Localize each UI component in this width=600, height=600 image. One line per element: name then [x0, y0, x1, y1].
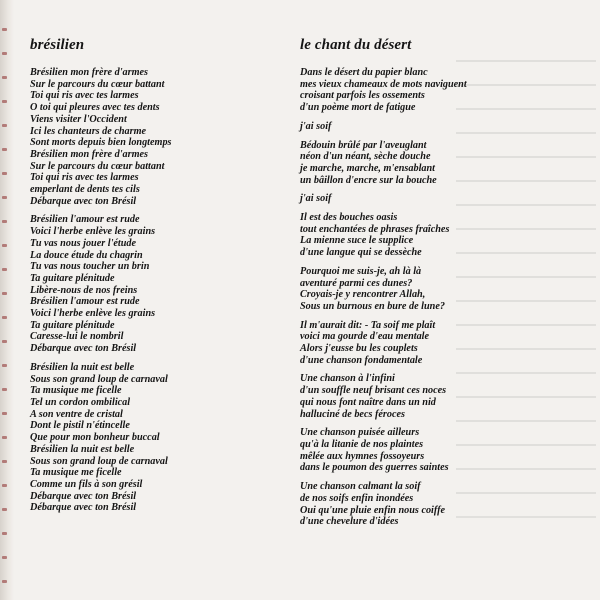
binding-hole — [2, 364, 7, 367]
binding-hole — [2, 220, 7, 223]
binding-hole — [2, 580, 7, 583]
poem-line: Ta musique me ficelle — [30, 385, 122, 397]
stanza — [300, 212, 590, 259]
binding-hole — [2, 388, 7, 391]
binding-hole — [2, 124, 7, 127]
stanza — [300, 373, 590, 420]
poem-line: Il est des bouches oasis — [300, 212, 398, 224]
binding-hole — [2, 52, 7, 55]
binding-hole — [2, 100, 7, 103]
binding-hole — [2, 292, 7, 295]
poem-line: Alors j'eusse bu les couplets — [300, 343, 418, 355]
poem-line: La mienne suce le supplice — [300, 235, 414, 247]
poem-line: de nos soifs enfin inondées — [300, 492, 414, 504]
binding-hole — [2, 268, 7, 271]
poem-line: A son ventre de cristal — [30, 408, 123, 420]
poem-line: emperlant de dents tes cils — [30, 184, 140, 196]
poem-line: Débarque avec ton Brésil — [30, 195, 137, 207]
poem-line: Caresse-lui le nombril — [30, 331, 124, 343]
poem-line: Toi qui ris avec tes larmes — [30, 172, 139, 184]
poem-line: Comme un fils à son grésil — [30, 478, 143, 490]
poem-line: Tu vas nous jouer l'étude — [30, 237, 137, 249]
poem-line: qu'à la litanie de nos plaintes — [300, 438, 424, 450]
binding-hole — [2, 244, 7, 247]
stanza — [300, 320, 590, 367]
poem-line: d'un souffle neuf brisant ces noces — [300, 385, 447, 397]
binding-hole — [2, 28, 7, 31]
stanza — [300, 427, 590, 474]
poem-line: Sur le parcours du cœur battant — [30, 160, 165, 172]
poem-line: aventuré parmi ces dunes? — [300, 277, 413, 289]
binding-edge — [0, 0, 14, 600]
poem-line: Ta guitare plénitude — [30, 319, 115, 331]
binding-hole — [2, 340, 7, 343]
poem-line: Croyais-je y rencontrer Allah, — [300, 289, 426, 301]
poem-line: Tu vas nous toucher un brin — [30, 261, 150, 273]
binding-hole — [2, 532, 7, 535]
poem-line: croisant parfois les ossements — [300, 90, 425, 102]
poem-line: voici ma gourde d'eau mentale — [300, 331, 430, 343]
binding-hole — [2, 196, 7, 199]
binding-hole — [2, 556, 7, 559]
poem-line: Ta guitare plénitude — [30, 272, 115, 284]
poem-line: Bédouin brûlé par l'aveuglant — [300, 139, 427, 151]
poem-line: Brésilien l'amour est rude — [30, 296, 140, 308]
poem-line: néon d'un néant, sèche douche — [300, 151, 431, 163]
poem-line: Sous son grand loup de carnaval — [30, 373, 168, 385]
poem-line: Dont le pistil n'étincelle — [30, 420, 130, 432]
poem-line: Brésilien l'amour est rude — [30, 214, 140, 226]
binding-holes — [2, 0, 10, 600]
poem-body — [30, 67, 280, 514]
poem-line: Une chanson puisée ailleurs — [300, 427, 420, 439]
poem-line: Voici l'herbe enlève les grains — [30, 226, 156, 238]
poem-line: Sont morts depuis bien longtemps — [30, 137, 172, 149]
stanza — [300, 140, 590, 187]
poem-line: mêlée aux hymnes fossoyeurs — [300, 450, 425, 462]
poem-line: Débarque avec ton Brésil — [30, 343, 137, 355]
stanza — [300, 121, 590, 133]
poem-line: O toi qui pleures avec tes dents — [30, 102, 160, 114]
poem-line: Pourquoi me suis-je, ah là là — [300, 265, 422, 277]
binding-hole — [2, 436, 7, 439]
poem-line: Sur le parcours du cœur battant — [30, 78, 165, 90]
binding-hole — [2, 172, 7, 175]
poem-line: Une chanson calmant la soif — [300, 481, 421, 493]
stanza — [30, 214, 280, 354]
poem-bresilien — [30, 36, 280, 521]
poem-line: d'une langue qui se dessèche — [300, 247, 422, 259]
binding-hole — [2, 316, 7, 319]
poem-line: Il m'aurait dit: - Ta soif me plaît — [300, 319, 436, 331]
poem-line: La douce étude du chagrin — [30, 249, 143, 261]
stanza — [300, 266, 590, 313]
poem-line: Viens visiter l'Occident — [30, 113, 127, 125]
binding-hole — [2, 148, 7, 151]
poem-line: Ta musique me ficelle — [30, 467, 122, 479]
poem-title: brésilien — [30, 37, 85, 53]
binding-hole — [2, 412, 7, 415]
poem-line: Brésilien la nuit est belle — [30, 361, 135, 373]
stanza — [300, 193, 590, 205]
stanza — [30, 67, 280, 207]
poem-line: un bâillon d'encre sur la bouche — [300, 174, 437, 186]
poem-line: Oui qu'une pluie enfin nous coiffe — [300, 504, 446, 516]
poem-line: Sous un burnous en bure de lune? — [300, 300, 445, 312]
poem-title: le chant du désert — [300, 37, 412, 53]
poem-line: Sous son grand loup de carnaval — [30, 455, 168, 467]
poem-line: halluciné de becs féroces — [300, 408, 405, 420]
poem-line: d'une chevelure d'idées — [300, 516, 399, 528]
stanza — [300, 481, 590, 528]
poem-line: j'ai soif — [300, 193, 332, 205]
poem-line: Brésilien mon frère d'armes — [30, 67, 149, 78]
poem-line: Débarque avec ton Brésil — [30, 502, 137, 514]
poem-line: j'ai soif — [300, 120, 332, 132]
poem-line: Libère-nous de nos freins — [30, 284, 138, 296]
poem-body — [300, 67, 590, 528]
poem-line: je marche, marche, m'ensablant — [300, 162, 435, 174]
poem-line: Voici l'herbe enlève les grains — [30, 308, 156, 320]
stanza — [300, 67, 590, 114]
poem-line: Brésilien mon frère d'armes — [30, 148, 149, 160]
poem-line: Débarque avec ton Brésil — [30, 490, 137, 502]
binding-hole — [2, 460, 7, 463]
poem-line: tout enchantées de phrases fraîches — [300, 223, 450, 235]
binding-hole — [2, 484, 7, 487]
stanza — [30, 362, 280, 514]
poem-line: Dans le désert du papier blanc — [300, 67, 428, 78]
poem-line: Tel un cordon ombilical — [30, 396, 131, 408]
poem-line: Une chanson à l'infini — [300, 373, 395, 385]
poem-line: dans le poumon des guerres saintes — [300, 462, 449, 474]
binding-hole — [2, 508, 7, 511]
binding-hole — [2, 76, 7, 79]
poem-line: d'une chanson fondamentale — [300, 354, 423, 366]
poem-line: qui nous font naître dans un nid — [300, 396, 436, 408]
poem-line: Brésilien la nuit est belle — [30, 443, 135, 455]
poem-line: Que pour mon bonheur buccal — [30, 432, 160, 444]
poem-line: d'un poème mort de fatigue — [300, 102, 416, 114]
poem-line: Ici les chanteurs de charme — [30, 125, 147, 137]
poem-line: mes vieux chameaux de mots naviguent — [300, 78, 467, 90]
poem-chant-du-desert — [300, 36, 590, 535]
poem-line: Toi qui ris avec tes larmes — [30, 90, 139, 102]
